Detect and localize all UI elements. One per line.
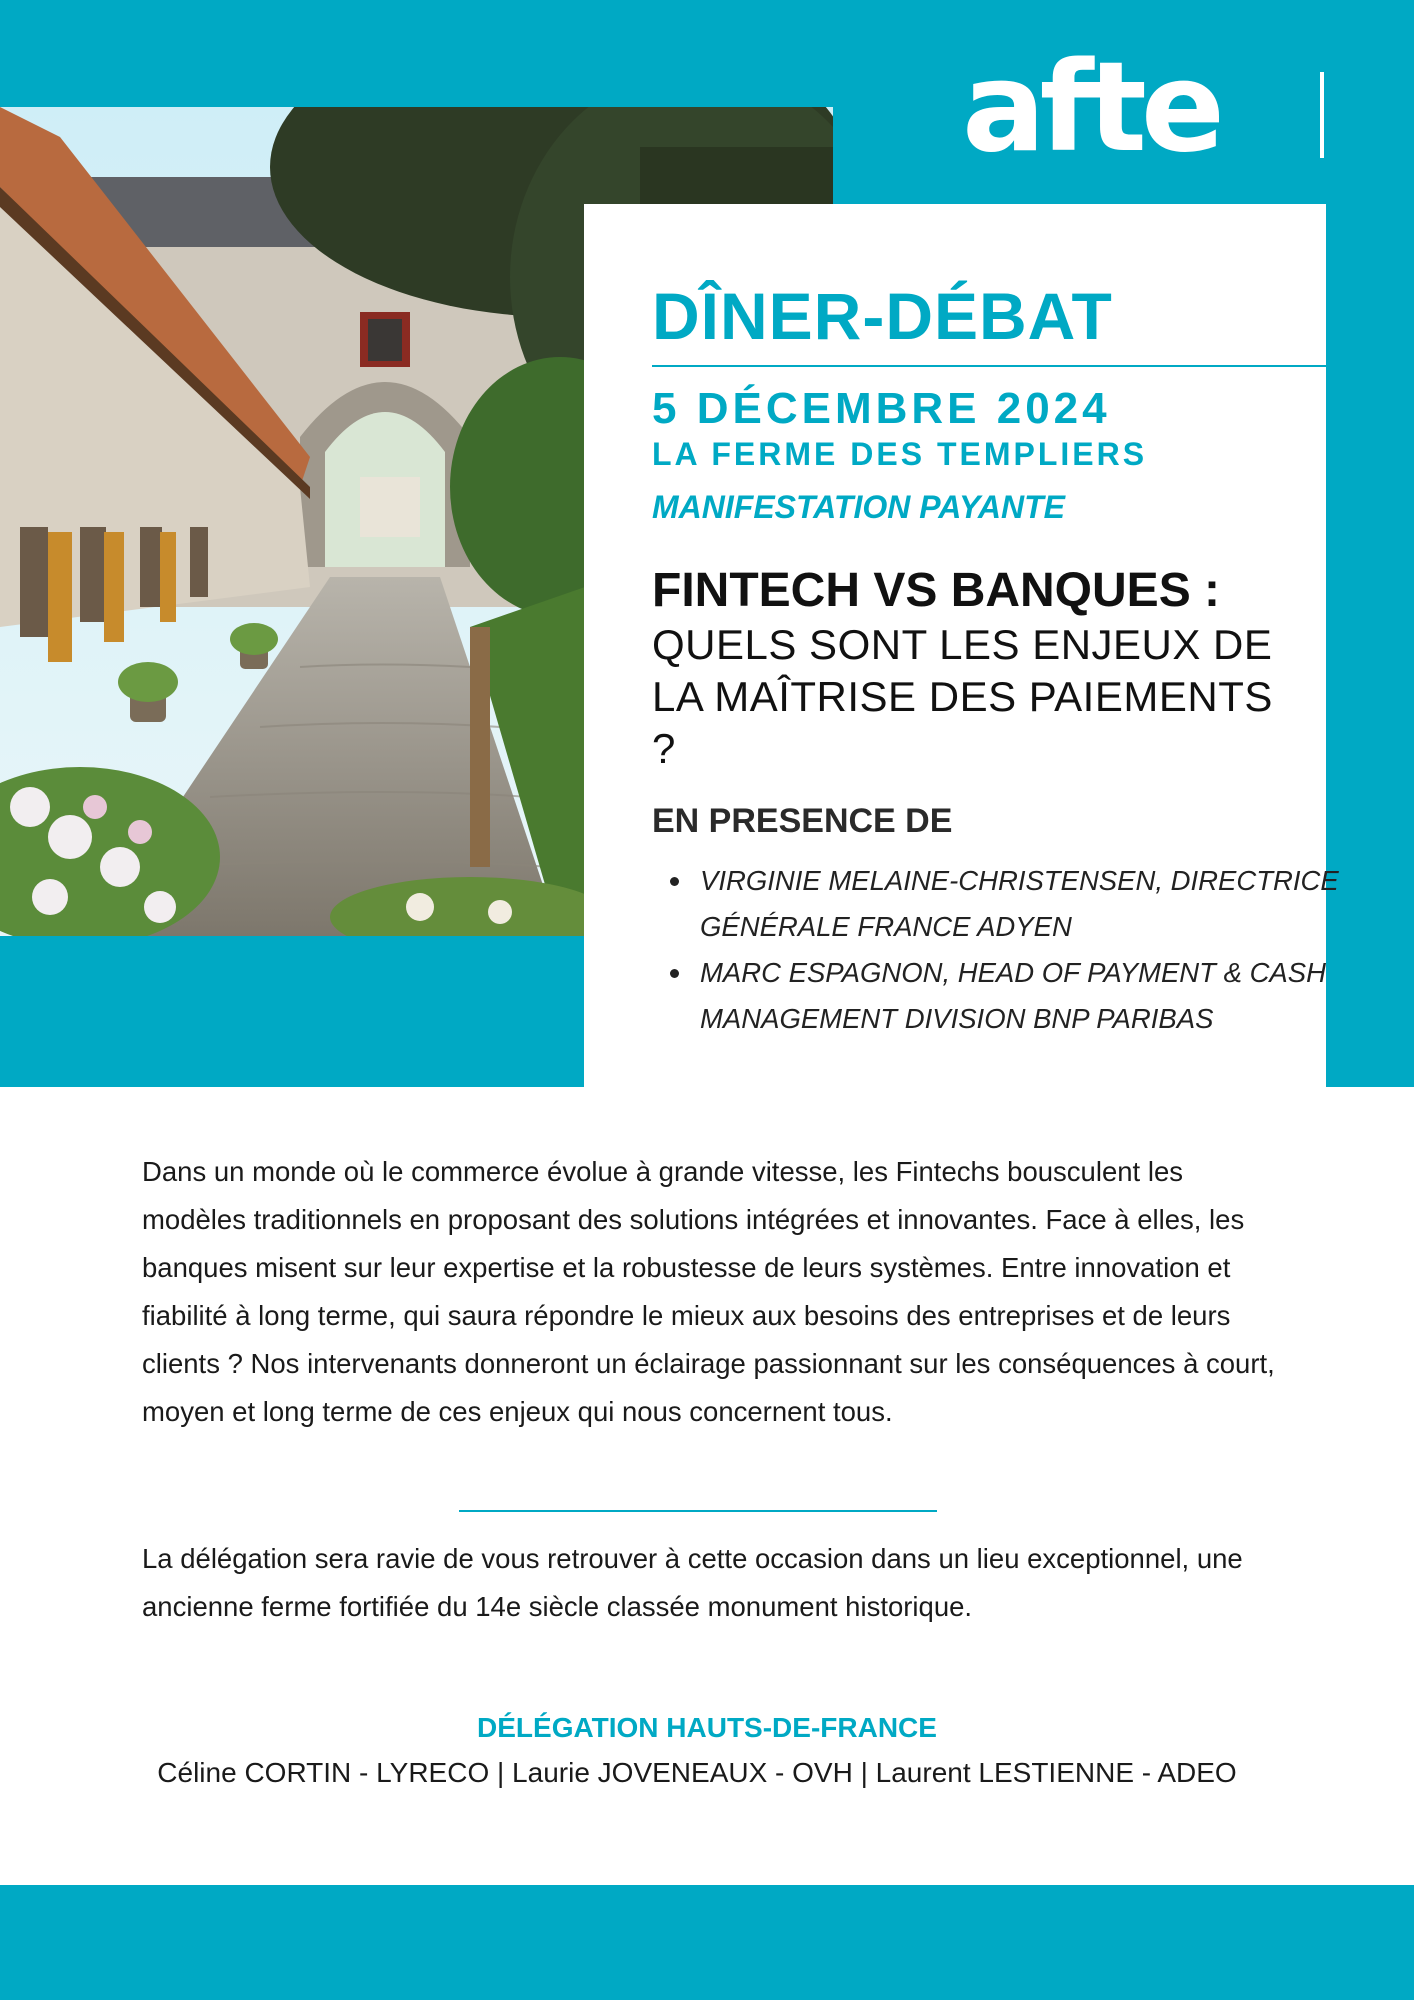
event-date: 5 DÉCEMBRE 2024 (652, 384, 1111, 433)
section-divider (459, 1510, 937, 1512)
event-subtitle: QUELS SONT LES ENJEUX DE LA MAÎTRISE DES PAIEMENTS ? (652, 621, 1273, 772)
delegation-members: Céline CORTIN - LYRECO | Laurie JOVENEAUX - OVH | Laurent LESTIENNE - ADEO (157, 1757, 1237, 1788)
heading-divider (652, 365, 1326, 367)
speaker-name: VIRGINIE MELAINE-CHRISTENSEN, DIRECTRICE GÉNÉRALE FRANCE ADYEN (700, 865, 1339, 942)
speaker-list (652, 858, 1380, 1042)
event-venue: LA FERME DES TEMPLIERS (652, 436, 1148, 472)
event-pricing: MANIFESTATION PAYANTE (652, 489, 1066, 525)
bullet-icon (670, 877, 679, 886)
venue-paragraph: La délégation sera ravie de vous retrouver à cette occasion dans un lieu exceptionnel, une ancienne ferme fortifiée du 14e siècle classée monument historique. (142, 1543, 1243, 1622)
description-paragraph: Dans un monde où le commerce évolue à grande vitesse, les Fintechs bousculent les modèles traditionnels en proposant des solutions intégrées et innovantes. Face à elles, les banques misent sur leur expertise et la robustesse de leurs systèmes. Entre innovation et fiabilité à long terme, qui saura répondre le mieux aux besoins des entreprises et de leurs clients ? Nos intervenants donneront un éclairage passionnant sur les conséquences à court, moyen et long terme de ces enjeux qui nous concernent tous. (142, 1156, 1275, 1427)
speaker-item (700, 950, 1380, 1042)
speaker-name: MARC ESPAGNON, HEAD OF PAYMENT & CASH MANAGEMENT DIVISION BNP PARIBAS (700, 957, 1326, 1034)
speaker-item (700, 858, 1380, 950)
presence-heading: EN PRESENCE DE (652, 802, 953, 840)
logo-divider (1320, 72, 1324, 158)
footer-band (0, 1885, 1414, 2000)
bullet-icon (670, 969, 679, 978)
event-title: FINTECH VS BANQUES : (652, 564, 1221, 617)
delegation-heading: DÉLÉGATION HAUTS-DE-FRANCE (477, 1712, 937, 1743)
afte-logo: afte (962, 36, 1219, 180)
event-type-heading: DÎNER-DÉBAT (652, 279, 1113, 353)
